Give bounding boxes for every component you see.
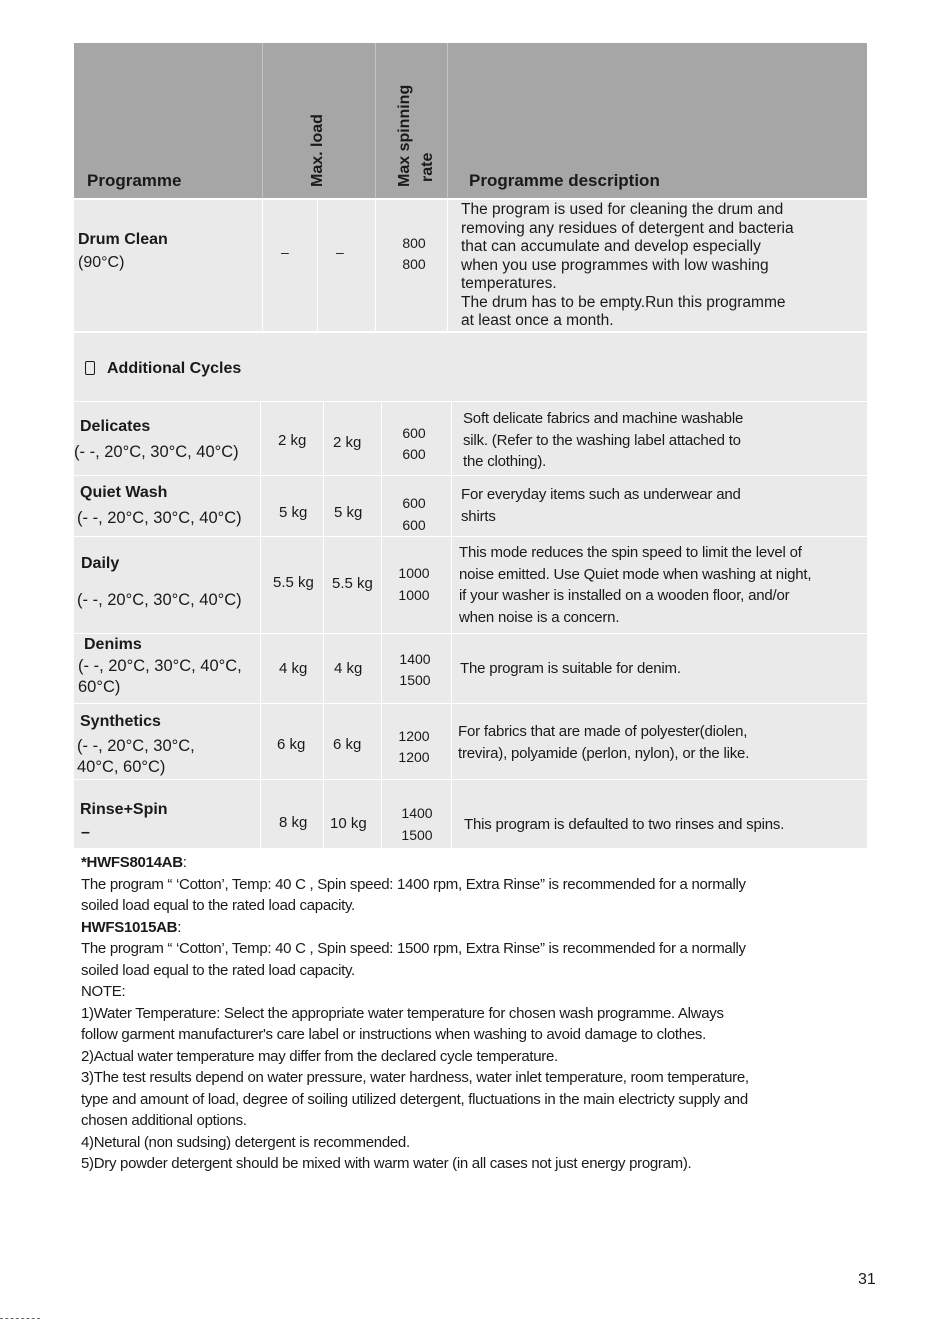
load-value: 5.5 kg: [273, 574, 314, 591]
model-heading: *HWFS8014AB:: [81, 854, 187, 871]
description-line: Soft delicate fabrics and machine washable: [463, 410, 744, 427]
programme-description: [464, 814, 784, 836]
load-value: 4 kg: [334, 660, 363, 677]
spin-value: 1000: [398, 587, 430, 603]
load-value: –: [281, 244, 289, 260]
programme-temp: (- -, 20°C, 30°C, 40°C): [74, 443, 239, 461]
cell-divider: [375, 200, 376, 331]
load-value: 2 kg: [278, 432, 307, 449]
table-row: [74, 200, 867, 332]
description-line: For fabrics that are made of polyester(diolen,: [458, 723, 748, 740]
model-name: HWFS1015AB: [81, 918, 178, 936]
model-text: soiled load equal to the rated load capacity.: [81, 897, 355, 914]
load-value: 2 kg: [333, 434, 362, 451]
spin-value: 1400: [401, 805, 433, 821]
note-item: 1)Water Temperature: Select the appropriate water temperature for chosen wash programme. Always: [81, 1004, 724, 1022]
header-max-spin: Max spinning: [396, 84, 413, 187]
note-item: 2)Actual water temperature may differ from the declared cycle temperature.: [81, 1047, 558, 1065]
header-max-load: Max. load: [309, 114, 326, 187]
temp-line: (- -, 20°C, 30°C, 40°C,: [78, 657, 242, 675]
description-line: removing any residues of detergent and bacteria: [461, 219, 794, 237]
model-text: The program “ ‘Cotton’, Temp: 40 C , Spin speed: 1500 rpm, Extra Rinse” is recommended for a normally: [81, 940, 746, 957]
load-value: 8 kg: [279, 814, 308, 831]
load-value: 6 kg: [277, 736, 306, 753]
notes-section: [81, 852, 861, 1175]
page-number: 31: [858, 1271, 876, 1288]
column-divider: [375, 43, 376, 198]
note-item: 5)Dry powder detergent should be mixed with warm water (in all cases not just energy program).: [81, 1155, 692, 1172]
description-line: The program is suitable for denim.: [460, 660, 681, 677]
load-value: 6 kg: [333, 736, 362, 753]
description-line: if your washer is installed on a wooden floor, and/or: [459, 587, 790, 604]
spin-value: 1400: [399, 651, 431, 667]
description-line: temperatures.: [461, 275, 557, 292]
spin-value: 1000: [398, 565, 430, 581]
description-line: when noise is a concern.: [459, 608, 620, 626]
table-header: [74, 43, 867, 198]
note-item: follow garment manufacturer's care label or instructions when washing to avoid damage to clothes.: [81, 1026, 706, 1043]
programme-description: [458, 721, 749, 764]
temp-line: (- -, 20°C, 30°C,: [77, 737, 195, 755]
spin-value: 800: [402, 235, 426, 251]
temp-line: 40°C, 60°C): [77, 758, 166, 776]
programme-description: [461, 484, 741, 527]
description-line: noise emitted. Use Quiet mode when washing at night,: [459, 565, 812, 583]
note-item: chosen additional options.: [81, 1112, 247, 1129]
programme-name: Synthetics: [80, 713, 161, 730]
load-value: 5.5 kg: [332, 575, 373, 592]
table-row: [74, 780, 867, 849]
programme-name: Drum Clean: [78, 231, 168, 248]
programme-description: [461, 201, 861, 331]
spin-value: 600: [402, 425, 426, 441]
spin-value: 1200: [398, 728, 430, 744]
programme-temp: –: [81, 824, 90, 841]
programme-temp: (- -, 20°C, 30°C, 40°C): [77, 591, 242, 609]
model-name: *HWFS8014AB: [81, 854, 183, 871]
description-line: that can accumulate and develop especially: [461, 238, 761, 255]
table-row: [74, 476, 867, 537]
table-row: [74, 704, 867, 780]
note-item: 3)The test results depend on water pressure, water hardness, water inlet temperature, room temperature,: [81, 1069, 749, 1086]
load-value: 5 kg: [334, 504, 363, 521]
table-row: [74, 537, 867, 634]
programme-description: [460, 658, 681, 680]
cell-divider: [447, 200, 448, 331]
note-title: NOTE:: [81, 983, 126, 1000]
header-max-spin-rate: rate: [419, 152, 436, 182]
note-item: type and amount of load, degree of soiling utilized detergent, fluctuations in the main electricty supply and: [81, 1090, 748, 1108]
load-value: 4 kg: [279, 660, 308, 677]
programme-name: Delicates: [80, 418, 151, 435]
programme-description: [459, 542, 864, 628]
cell-divider: [317, 200, 318, 331]
column-divider: [262, 43, 263, 198]
description-line: when you use programmes with low washing: [461, 256, 769, 274]
description-line: The program is used for cleaning the drum and: [461, 201, 784, 218]
spin-value: 600: [402, 446, 426, 462]
programme-temp: (- -, 20°C, 30°C, 40°C): [77, 509, 242, 527]
additional-cycles-title: Additional Cycles: [107, 360, 242, 377]
spin-value: 1500: [401, 827, 433, 843]
model-heading: HWFS1015AB:: [81, 918, 182, 936]
programme-temp: (90°C): [78, 254, 125, 271]
spin-value: 1200: [398, 749, 430, 765]
table-row: [74, 634, 867, 704]
programme-description: [463, 408, 743, 473]
spin-value: 600: [402, 517, 426, 533]
programme-name: Daily: [81, 555, 120, 572]
table-row: [74, 402, 867, 476]
description-line: shirts: [461, 507, 496, 525]
spin-value: 1500: [399, 672, 431, 688]
description-line: The drum has to be empty.Run this programme: [461, 293, 786, 311]
spin-value: 800: [402, 256, 426, 272]
programme-name: Quiet Wash: [80, 484, 168, 501]
programme-name: Denims: [84, 636, 142, 653]
load-value: –: [336, 244, 344, 260]
header-description: Programme description: [469, 171, 660, 190]
description-line: silk. (Refer to the washing label attached to: [463, 431, 741, 449]
programme-temp: [78, 656, 242, 698]
description-line: trevira), polyamide (perlon, nylon), or the like.: [458, 744, 750, 762]
additional-cycles-section: [74, 333, 867, 401]
temp-line: 60°C): [78, 678, 121, 696]
model-text: The program “ ‘Cotton’, Temp: 40 C , Spin speed: 1400 rpm, Extra Rinse” is recommended for a normally: [81, 875, 746, 893]
description-line: This mode reduces the spin speed to limit the level of: [459, 544, 802, 561]
spin-value: 600: [402, 495, 426, 511]
column-divider: [447, 43, 448, 198]
model-text: soiled load equal to the rated load capacity.: [81, 961, 355, 979]
description-line: the clothing).: [463, 453, 547, 470]
programme-temp: [77, 736, 195, 778]
load-value: 10 kg: [330, 815, 367, 832]
description-line: For everyday items such as underwear and: [461, 486, 741, 503]
programme-name: Rinse+Spin: [80, 801, 168, 818]
note-item: 4)Netural (non sudsing) detergent is recommended.: [81, 1133, 410, 1151]
description-line: at least once a month.: [461, 312, 614, 329]
detergent-box-icon: [85, 361, 95, 375]
corner-mark: [0, 1318, 40, 1320]
load-value: 5 kg: [279, 504, 308, 521]
description-line: This program is defaulted to two rinses and spins.: [464, 816, 785, 833]
header-programme: Programme: [87, 171, 182, 190]
cell-divider: [262, 200, 263, 331]
